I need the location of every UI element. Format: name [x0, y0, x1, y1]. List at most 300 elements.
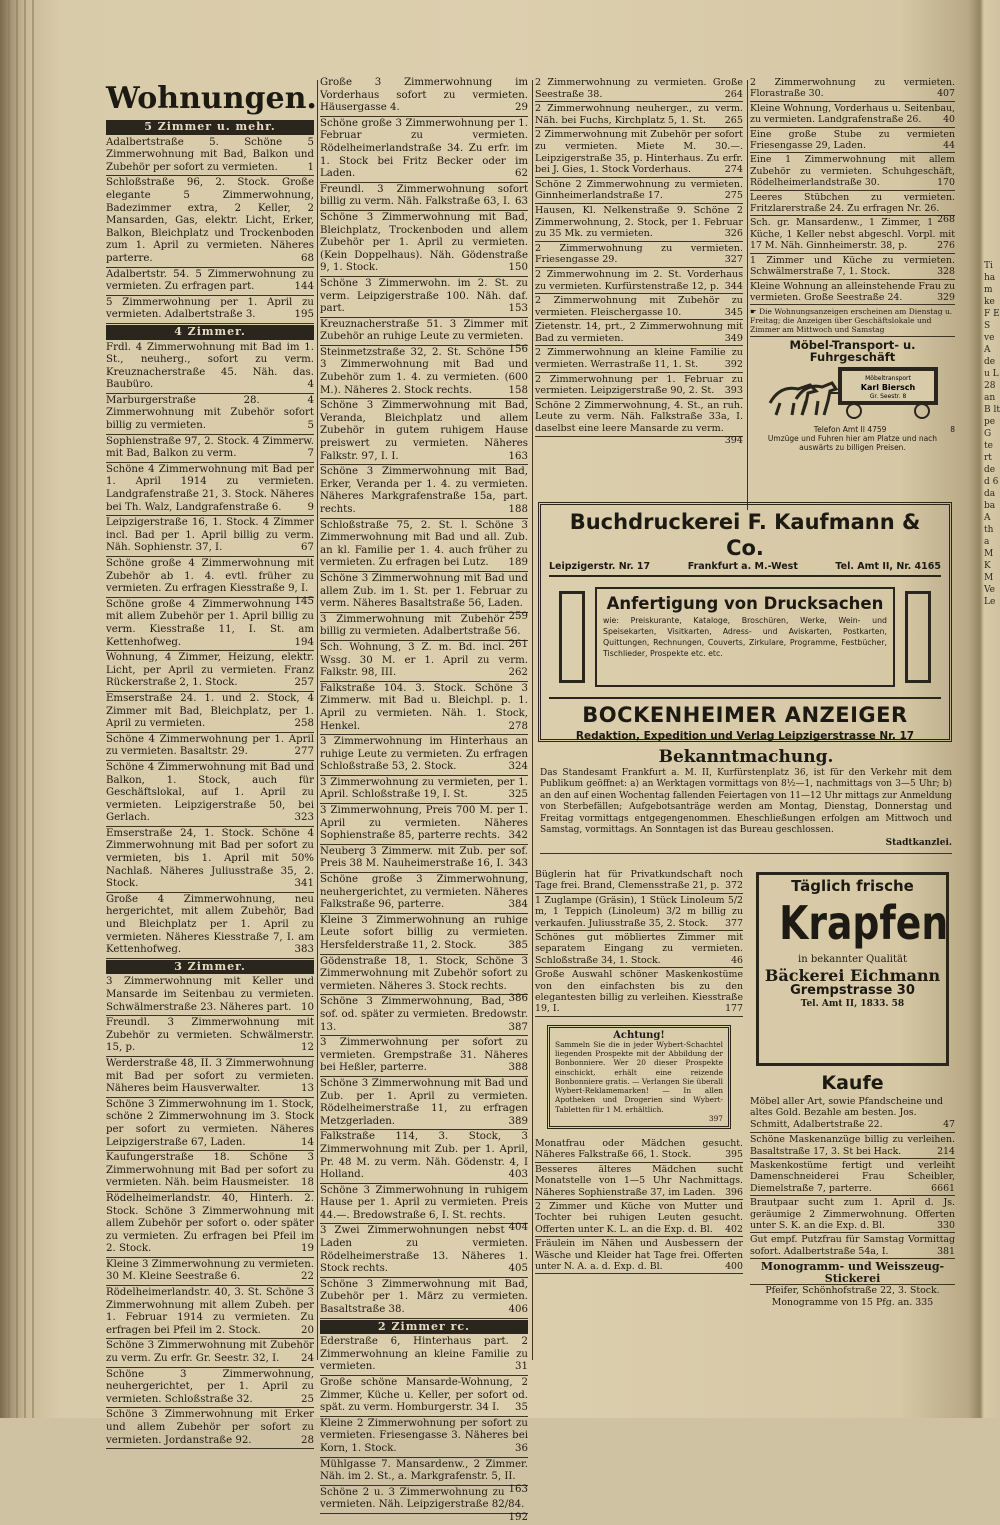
ad-text: Kreuznacherstraße 51. 3 Zimmer mit Zubehör an ruhige Leute zu vermieten. — [320, 318, 528, 343]
ad-number: 29 — [515, 102, 528, 114]
ad-text: Schöne 4 Zimmerwohnung mit Bad per 1. April 1914 zu vermieten. Landgrafenstraße 21, 3. Stock. Näheres bei Th. Walz, Landgrafenstraße 6. — [106, 463, 314, 513]
ad-text: Eine 1 Zimmerwohnung mit allem Zubehör zu vermieten. Schuhgeschäft, Rödelheimerlandstraße 30. — [750, 154, 955, 189]
printer-headline: Anfertigung von Drucksachen — [606, 594, 884, 613]
classified-ad — [106, 394, 314, 435]
section-bar: 5 Zimmer u. mehr. — [106, 120, 314, 135]
ad-number: 275 — [724, 190, 743, 202]
classified-ad — [106, 435, 314, 463]
ad-text: Emserstraße 24. 1. und 2. Stock, 4 Zimmer mit Bad, Bleichplatz, per 1. April zu vermieten. — [106, 692, 314, 730]
column-2 — [320, 76, 528, 1525]
ad-number: 14 — [301, 1136, 314, 1148]
ad-number: 153 — [508, 303, 528, 315]
classified-ad — [535, 294, 743, 320]
ad-number: 35 — [515, 1402, 528, 1414]
ad-list — [750, 1133, 955, 1259]
page-edge — [24, 0, 26, 1418]
classified-ad — [320, 776, 528, 804]
ad-text: 3 Zimmerwohnung per sofort zu vermieten. Grempstraße 31. Näheres bei Heßler, parterre. — [320, 1037, 528, 1074]
classified-ad — [320, 76, 528, 117]
ad-text: 2 Zimmerwohnung per 1. Februar zu vermieten. Leipzigerstraße 90, 2. St. — [535, 373, 743, 397]
ad-number: 188 — [508, 504, 528, 515]
ad-text: Schöne 3 Zimmerwohnung mit Bad und Zub. per 1. April zu vermieten. Rödelheimerstraße 11, zu erfragen Metzgerladen. — [320, 1077, 528, 1127]
ad-text: 5 Zimmerwohnung per 1. April zu vermieten. Adalbertstraße 3. — [106, 296, 314, 321]
ad-text: Schöne große 3 Zimmerwohnung per 1. Februar zu vermieten. Rödelheimerlandstraße 34. Zu erfr. im 1. Stock bei Fritz Becker oder im Laden. — [320, 117, 528, 180]
paper-block — [549, 697, 941, 742]
ad-number: 194 — [294, 636, 314, 648]
ad-number: 44 — [943, 140, 955, 152]
ad-text: Fräulein im Nähen und Ausbessern der Wäsche und Kleider hat Tage frei. Offerten unter N. A. a. d. Exp. d. Bl. — [535, 1238, 743, 1272]
ad-number: 389 — [508, 1115, 528, 1127]
classified-ad — [106, 516, 314, 557]
ad-number: 341 — [294, 878, 314, 890]
ad-text: Schöne 4 Zimmerwohnung mit Bad und Balkon, 1. Stock, auch für Geschäftslokal, auf 1. April zu vermieten. Leipzigerstraße 50, bei Gerlach. — [106, 761, 314, 824]
ad-text: Besseres älteres Mädchen sucht Monatstelle von 1—5 Uhr Nachmittags. Näheres Sophienstraße 37, im Laden. — [535, 1163, 743, 1198]
classified-ad — [106, 651, 314, 692]
ad-text: Rödelheimerlandstr. 40, 3. St. Schöne 3 Zimmerwohnung mit allem Zubeh. per 1. Februar 1914 zu vermieten. Zu erfragen bei Pfeil im 2. Stock. — [106, 1287, 314, 1336]
ad-text: 2 Zimmerwohnung im 2. St. Vorderhaus zu vermieten. Kurfürstenstraße 12, p. — [535, 268, 743, 292]
ad-number: 325 — [508, 789, 528, 801]
ad-text: Werderstraße 48, II. 3 Zimmerwohnung mit Bad per sofort zu vermieten. Näheres beim Hausverwalter. — [106, 1057, 314, 1095]
ad-number: 277 — [294, 746, 314, 758]
classified-ad — [106, 341, 314, 394]
ad-number: 327 — [724, 254, 743, 266]
ad-list — [106, 136, 314, 324]
ad-number: 407 — [937, 88, 955, 100]
frame-bracket — [559, 591, 585, 683]
classified-ad — [750, 1196, 955, 1233]
ad-text: Schöne Maskenanzüge billig zu verleihen. Basaltstraße 17, 3. St bei Hack. — [750, 1134, 955, 1157]
ad-number: 377 — [725, 917, 743, 929]
ad-text: Freundl. 3 Zimmerwohnung sofort billig zu verm. Näh. Falkstraße 63, I. — [320, 183, 528, 208]
ad-number: 396 — [725, 1186, 743, 1198]
ad-text: 2 Zimmerwohnung an kleine Familie zu vermieten. Werrastraße 11, 1. St. — [535, 347, 743, 371]
classified-ad — [320, 117, 528, 183]
ad-number: 20 — [301, 1324, 314, 1336]
ad-number: 328 — [937, 266, 955, 278]
classified-ad — [106, 595, 314, 651]
ad-number: 13 — [301, 1083, 314, 1095]
ad-number: 342 — [508, 830, 528, 842]
ad-text: Falkstraße 114, 3. Stock, 3 Zimmerwohnung mit Zub. per 1. April, Pr. 48 M. zu verm. Näh. Gödenstr. 4, I Holland. — [320, 1131, 528, 1181]
mono-ad: Monogramm- und Weisszeug-Stickerei Pfeifer, Schönhofstraße 22, 3. Stock. Monogramme von 15 Pfg. an. 335 — [750, 1259, 955, 1308]
ad-list — [106, 341, 314, 959]
ad-text: Schönes gut möbliertes Zimmer mit separatem Eingang zu vermieten. Schloßstraße 34, 1. Stock. — [535, 932, 743, 966]
ad-text: Schöne 3 Zimmerwohnung mit Erker und allem Zubehör per sofort zu vermieten. Jordanstraße 92. — [106, 1409, 314, 1446]
classified-ad — [106, 176, 314, 267]
classified-ad — [320, 519, 528, 572]
ad-text: 2 Zimmerwohnung mit Zubehör zu vermieten. Fleischergasse 10. — [535, 295, 743, 318]
classified-ad — [320, 343, 528, 399]
ad-number: 329 — [937, 291, 955, 303]
classified-ad — [535, 178, 743, 204]
ad-number: 144 — [294, 281, 314, 293]
wagon-line1: Möbeltransport — [865, 375, 911, 383]
notice-sign: Stadtkanzlei. — [885, 838, 952, 849]
classified-ad — [320, 1458, 528, 1495]
ad-text: Schöne 3 Zimmerwohnung mit Bad, Bleichplatz, Trockenboden und allem Zubehör per 1. April zu vermieten. (Kein Doppelhaus). Näh. Gödenstraße 9, 1. Stock. — [320, 211, 528, 274]
ad-number: 5 — [307, 420, 314, 432]
ad-text: Kleine Wohnung an alleinstehende Frau zu vermieten. Große Seestraße 24. — [750, 280, 955, 303]
ad-number: 372 — [725, 880, 743, 892]
ad-text: 3 Zimmerwohnung im Hinterhaus an ruhige Leute zu vermieten. Zu erfragen Schloßstraße 53, 2. Stock. — [320, 736, 528, 773]
ad-number: 214 — [937, 1145, 955, 1157]
ad-text: 2 Zimmerwohnung neuherger., zu verm. Näh. bei Fuchs, Kirchplatz 5, 1. St. — [535, 103, 743, 126]
ad-number: 40 — [943, 114, 955, 126]
classified-ad — [106, 1368, 314, 1409]
ad-number: 189 — [508, 557, 528, 569]
ad-text: Schöne 2 u. 3 Zimmerwohnung zu vermieten. Näh. Leipzigerstraße 82/84. — [320, 1486, 525, 1511]
ad-number: 19 — [301, 1243, 314, 1255]
classified-ad — [320, 183, 528, 211]
classified-ad — [535, 320, 743, 346]
classified-ad — [106, 761, 314, 827]
ad-list — [106, 975, 314, 1449]
ad-text: Schöne große 4 Zimmerwohnung mit Zubehör ab 1. 4. evtl. früher zu vermieten. Zu erfragen Kiesstraße 9, I. — [106, 558, 314, 595]
ad-text: Schöne 3 Zimmerwohnung mit Bad, Zubehör per 1. März zu vermieten. Basaltstraße 38. — [320, 1278, 528, 1316]
classified-ad — [106, 557, 314, 607]
ad-number: 1 — [307, 161, 314, 173]
ad-number: 349 — [724, 332, 743, 344]
achtung-title: Achtung! — [613, 1029, 665, 1041]
classified-ad — [320, 682, 528, 735]
ad-number: 12 — [301, 1042, 314, 1054]
paper-name: BOCKENHEIMER ANZEIGER — [582, 703, 908, 727]
ad-list — [535, 76, 743, 446]
ad-text: Schöne 2 Zimmerwohnung zu vermieten. Ginnheimerlandstraße 17. — [535, 178, 743, 202]
ad-text: Wohnung, 4 Zimmer, Heizung, elektr. Licht, per April zu vermieten. Franz Rückerstraße 2, 1. Stock. — [106, 652, 314, 689]
ad-text: Kleine 3 Zimmerwohnung zu vermieten. 30 M. Kleine Seestraße 6. — [106, 1258, 314, 1283]
ad-number: 158 — [508, 384, 528, 396]
classified-ad — [535, 1237, 743, 1274]
classified-ad — [750, 153, 955, 190]
column-3 — [535, 76, 743, 446]
ad-text: Brautpaar sucht zum 1. April d. Js. geräumige 2 Zimmerwohnung. Offerten unter S. K. an die Exp. d. Bl. — [750, 1197, 955, 1232]
classified-ad — [535, 894, 743, 931]
ad-number: 323 — [294, 812, 314, 824]
ad-text: Schöne 3 Zimmerwohn. im 2. St. zu verm. Leipzigerstraße 100. Näh. daf. part. — [320, 277, 528, 315]
classified-ad — [535, 373, 743, 399]
ad-number: 384 — [508, 899, 528, 911]
ad-number: 330 — [937, 1220, 955, 1232]
classified-ad — [320, 804, 528, 845]
ad-number: 24 — [301, 1353, 314, 1365]
classified-ad — [320, 211, 528, 277]
classified-ad — [106, 1016, 314, 1057]
classified-ad — [320, 399, 528, 465]
classified-ad — [106, 1098, 314, 1151]
page-edge — [32, 0, 34, 1418]
ad-text: Sophienstraße 97, 2. Stock. 4 Zimmerw. mit Bad, Balkon zu verm. — [106, 435, 314, 460]
classified-ad — [106, 1286, 314, 1339]
ad-text: Schöne 3 Zimmerwohnung in ruhigem Hause per 1. April zu vermieten. Preis 44.—. Bredowstraße 6, I. St. rechts. — [320, 1184, 528, 1221]
ad-text: Adalbertstr. 54. 5 Zimmerwohnung zu vermieten. Zu erfragen part. — [106, 268, 314, 293]
classified-ad — [535, 76, 743, 102]
classified-ad — [106, 1192, 314, 1258]
classified-ad — [535, 102, 743, 128]
krapfen-ad: Täglich frische Krapfen in bekannter Qualität Bäckerei Eichmann Grempstrasse 30 Tel. Amt II, 1833. 58 — [756, 872, 949, 1066]
printer-list: wie: Preiskurante, Kataloge, Broschüren, Werke, Wein- und Speisekarten, Visitkarten, Adress- und Aviskarten, Postkarten, Quittungen, Rechnungen, Couverts, Zirkulare, Programme, Festbücher, Tischlieder, Prospekte etc. etc. — [603, 616, 887, 658]
classified-ad — [320, 1184, 528, 1234]
classified-ad — [535, 1200, 743, 1237]
classified-ad — [320, 610, 528, 650]
ad-number: 259 — [508, 610, 528, 622]
ad-number: 25 — [301, 1393, 314, 1405]
ad-number: 195 — [294, 309, 314, 321]
classified-ad — [320, 1376, 528, 1417]
ad-text: Maskenkostüme fertigt und verleiht Damenschneiderei Frau Scheibler, Diemelstraße 7, parterre. — [750, 1160, 955, 1194]
classified-ad — [106, 296, 314, 324]
ad-number: 257 — [294, 677, 314, 689]
ad-number: 62 — [515, 168, 528, 180]
column-4-bottom — [750, 868, 955, 1308]
printer-name: Buchdruckerei F. Kaufmann & Co. — [569, 510, 921, 560]
notice-title: Bekanntmachung. — [658, 747, 834, 767]
section-bar: 2 Zimmer rc. — [320, 1320, 528, 1335]
ad-number: 268 — [937, 214, 955, 226]
ad-text: Zietenstr. 14, prt., 2 Zimmerwohnung mit Bad zu vermieten. — [535, 321, 743, 344]
transport-info: Telefon Amt II 4759 8 Umzüge und Fuhren hier am Platze und nach auswärts zu billigen Preisen. — [767, 424, 955, 452]
classified-ad — [320, 1278, 528, 1319]
ad-list — [535, 1137, 743, 1274]
classified-ad — [106, 893, 314, 959]
printer-ad — [538, 502, 952, 742]
ad-number: 6661 — [931, 1182, 955, 1194]
ad-text: Frdl. 4 Zimmerwohnung mit Bad im 1. St., neuherg., sofort zu verm. Kreuznacherstraße 45. Näh. das. Baubüro. — [106, 341, 314, 391]
ad-text: Gut empf. Putzfrau für Samstag Vormittag sofort. Adalbertstraße 54a, I. — [750, 1234, 955, 1257]
ad-text: Leipzigerstraße 16, 1. Stock. 4 Zimmer incl. Bad per 1. April billig zu verm. Näh. Sophienstr. 37, I. — [106, 517, 314, 554]
ad-text: Büglerin hat für Privatkundschaft noch Tage frei. Brand, Clemensstraße 21, p. — [535, 869, 743, 892]
classified-ad — [106, 733, 314, 761]
ad-text: 1 Zuglampe (Gräsin), 1 Stück Linoleum 5/2 m, 1 Teppich (Linoleum) 3/2 m billig zu verkaufen. Juliusstraße 35, 2. Stock. — [535, 894, 743, 929]
ad-list — [535, 868, 743, 1017]
ad-number: 163 — [508, 1483, 528, 1495]
ad-text: Schloßstraße 96, 2. Stock. Große elegante 5 Zimmerwohnung, Badezimmer extra, 2 Keller, 2 Mansarden, Gas, elektr. Licht, Erker, Balkon, Bleichplatz und Trockenboden zum 1. April zu vermieten. Näheres parterre. — [106, 177, 314, 264]
ad-text: Kleine 3 Zimmerwohnung an ruhige Leute sofort billig zu vermieten. Hersfelderstraße 11, 2. Stock. — [320, 914, 528, 951]
ad-list — [320, 1335, 528, 1523]
ad-text: Neuberg 3 Zimmerw. mit Zub. per sof. Preis 38 M. Nauheimerstraße 16, I. — [320, 845, 528, 870]
ad-text: Emserstraße 24, 1. Stock. Schöne 4 Zimmerwohnung mit Bad per sofort zu vermieten, bis 1. April mit 50% Nachlaß. Näheres Juliusstraße 35, 2. Stock. — [106, 827, 314, 890]
column-4 — [750, 76, 955, 452]
ad-number: 150 — [508, 262, 528, 274]
ad-text: 3 Zimmerwohnung, Preis 700 M. per 1. April zu vermieten. Näheres Sophienstraße 85, parterre rechts. — [320, 805, 528, 842]
classified-ad — [320, 638, 528, 682]
wagon-line3: Gr. Seestr. 8 — [869, 393, 907, 401]
classified-ad — [535, 968, 743, 1017]
adjacent-page-fragment: Ti ha m ke F E S ve A de u L 28 an B lt pe G te rt de d 6 da ba A th a M K M Ve Le — [984, 261, 1000, 607]
ad-text: Kleine Wohnung, Vorderhaus u. Seitenbau, zu vermieten. Landgrafenstraße 26. — [750, 102, 955, 126]
column-rule — [747, 80, 748, 510]
ad-number: 7 — [307, 448, 314, 460]
classified-ad — [106, 1408, 314, 1449]
ad-number: 400 — [725, 1260, 743, 1272]
page-edge — [8, 0, 10, 1418]
classified-ad — [320, 1483, 528, 1523]
printer-address: Leipzigerstr. Nr. 17 Frankfurt a. M.-West Tel. Amt II, Nr. 4165 — [549, 561, 941, 577]
section-bar: 3 Zimmer. — [106, 960, 314, 975]
ad-text: Große schöne Mansarde-Wohnung, 2 Zimmer, Küche u. Keller, per sofort od. spät. zu verm. Homburgerstr. 34 I. — [320, 1377, 528, 1414]
column-1 — [106, 76, 317, 1449]
classified-ad — [535, 399, 743, 446]
transport-title: Möbel-Transport- u. Fuhrgeschäft — [789, 338, 916, 364]
ad-text: Mühlgasse 7. Mansardenw., 2 Zimmer. Näh. im 2. St., a. Markgrafenstr. 5, II. — [320, 1458, 528, 1483]
ad-text: Schöne 4 Zimmerwohnung per 1. April zu vermieten. Basaltstr. 29. — [106, 733, 314, 758]
classified-ad — [320, 1335, 528, 1376]
ad-number: 403 — [508, 1169, 528, 1181]
classified-ad — [750, 254, 955, 280]
classified-ad — [106, 1339, 314, 1367]
ad-number: 31 — [515, 1361, 528, 1373]
ad-number: 68 — [301, 252, 314, 264]
ad-text: Adalbertstraße 5. Schöne 5 Zimmerwohnung mit Bad, Balkon und Zubehör per sofort zu vermieten. — [106, 136, 314, 173]
ad-number: 404 — [508, 1222, 528, 1234]
ad-text: Schöne große 3 Zimmerwohnung, neuhergerichtet, zu vermieten. Näheres Falkstraße 96, parterre. — [320, 874, 528, 911]
ad-number: 265 — [724, 114, 743, 126]
ad-number: 261 — [508, 638, 528, 650]
ad-text: Schöne 3 Zimmerwohnung mit Zubehör zu verm. Zu erfr. Gr. Seestr. 32, I. — [106, 1340, 314, 1365]
ad-number: 145 — [294, 595, 314, 607]
ad-number: 28 — [301, 1434, 314, 1446]
classified-ad — [106, 268, 314, 296]
paper-sub: Redaktion, Expedition und Verlag Leipzigerstrasse Nr. 17 — [575, 730, 915, 742]
classified-ad — [535, 268, 743, 294]
ad-text: 3 Zwei Zimmerwohnungen nebst Laden zu vermieten. Rödelheimerstraße 13. Näheres 1. Stock rechts. — [320, 1225, 528, 1275]
ad-text: Große 3 Zimmerwohnung im Vorderhaus sofort zu vermieten. Häusergasse 4. — [320, 77, 528, 114]
ad-number: 22 — [301, 1271, 314, 1283]
section-title: Wohnungen. — [106, 81, 317, 116]
ad-number: 278 — [508, 720, 528, 732]
ad-number: 345 — [724, 306, 743, 318]
classified-ad — [320, 1077, 528, 1130]
ad-text: Steinmetzstraße 32, 2. St. Schöne 3 Zimmerwohnung mit Bad und Zubehör zum 1. 4. zu vermieten. (600 M.). Näheres 2. Stock rechts. — [320, 346, 528, 396]
ad-number: 388 — [508, 1062, 528, 1074]
ad-text: Schöne große 4 Zimmerwohnung mit allem Zubehör per 1. April billig zu verm. Kiesstraße 11, I. St. am Kettenhofweg. — [106, 598, 314, 648]
ad-text: Schöne 3 Zimmerwohnung, Bad, sof. od. später zu vermieten. Bredowstr. 13. — [320, 996, 528, 1033]
ad-number: 393 — [724, 385, 743, 397]
wagon-line2: Karl Biersch — [860, 383, 916, 393]
ad-number: 264 — [724, 88, 743, 100]
ad-number: 394 — [724, 434, 743, 446]
classified-ad — [750, 1133, 955, 1159]
ad-text: 2 Zimmerwohnung zu vermieten. Florastraße 30. — [750, 77, 955, 100]
ad-text: Hausen, Kl. Nelkenstraße 9. Schöne 2 Zimmerwohnung, 2. Stock, per 1. Februar zu 35 Mk. zu vermieten. — [535, 204, 743, 240]
notice-small: ☛ Die Wohnungsanzeigen erscheinen am Dienstag u. Freitag; die Anzeigen über Geschäftslokale und Zimmer am Mittwoch und Samstag — [750, 305, 955, 337]
classified-ad — [320, 845, 528, 873]
ad-text: Schöne 3 Zimmerwohnung mit Bad, Erker, Veranda per 1. 4. zu vermieten. Näheres Markgrafenstraße 15a, part. rechts. — [320, 466, 528, 515]
ad-text: Eine große Stube zu vermieten Friesengasse 29, Laden. — [750, 128, 955, 152]
classified-ad — [320, 1417, 528, 1458]
classified-ad — [106, 692, 314, 733]
ad-number: 67 — [301, 542, 314, 554]
ad-number: 387 — [508, 1021, 528, 1033]
classified-ad — [320, 873, 528, 914]
ad-text: 2 Zimmer und Küche von Mutter und Tochter bei ruhigen Leuten gesucht. Offerten unter K. L. an die Exp. d. Bl. — [535, 1200, 743, 1235]
ad-text: 2 Zimmerwohnung zu vermieten. Friesengasse 29. — [535, 242, 743, 266]
ad-text: Schöne 3 Zimmerwohnung, neuhergerichtet, per 1. April zu vermieten. Schloßstraße 32. — [106, 1368, 314, 1405]
classified-ad — [320, 735, 528, 776]
ad-text: Leeres Stübchen zu vermieten. Fritzlarerstraße 24. Zu erfragen Nr. 26. — [750, 191, 955, 215]
ad-text: Kleine 2 Zimmerwohnung per sofort zu vermieten. Friesengasse 3. Näheres bei Korn, 1. Stock. — [320, 1417, 528, 1454]
classified-ad — [106, 1151, 314, 1192]
classified-ad — [750, 76, 955, 102]
horse-wagon-icon — [750, 363, 955, 421]
ad-text: Große Auswahl schöner Maskenkostüme von den einfachsten bis zu den elegantesten billig zu verleihen. Kiesstraße 19, I. — [535, 969, 743, 1015]
ad-number: 274 — [724, 164, 743, 176]
classified-ad — [535, 868, 743, 894]
classified-ad — [535, 204, 743, 242]
ad-number: 262 — [508, 667, 528, 679]
ad-number: 326 — [724, 228, 743, 240]
ad-number: 383 — [294, 944, 314, 956]
classified-ad — [750, 280, 955, 306]
ad-text: Schöne 3 Zimmerwohnung mit Bad, Veranda, Bleichplatz und allem Zubehör in gutem ruhigem Hause preiswert zu vermieten. Näheres Falkstr. 97, I. I. — [320, 400, 528, 462]
classified-ad — [750, 102, 955, 128]
ad-number: 406 — [508, 1304, 528, 1316]
classified-ad — [535, 242, 743, 268]
column-3-bottom — [535, 868, 743, 1274]
classified-ad — [535, 346, 743, 372]
column-rule — [317, 80, 318, 1360]
ad-number: 343 — [508, 858, 528, 870]
classified-ad — [750, 128, 955, 154]
classified-ad — [320, 1130, 528, 1183]
ad-text: 1 Zimmer und Küche zu vermieten. Schwälmerstraße 7, 1. Stock. — [750, 254, 955, 278]
ad-text: Rödelheimerlandstr. 40, Hinterh. 2. Stock. Schöne 3 Zimmerwohnung mit allem Zubehör per sofort o. oder später zu vermieten. Zu erfragen bei Pfeil im 2. Stock. — [106, 1192, 314, 1255]
notice-body: Das Standesamt Frankfurt a. M. II, Kurfürstenplatz 36, ist für den Verkehr mit dem Publikum geöffnet: a) an Werktagen vormittags von 8½—1, nachmittags von 3—5 Uhr; b) an den auf einen Wochentag fallenden Feiertagen von 11—12 Uhr mittags zur Anmeldung von Sterbefällen; Aufgebotsanträge werden am Montag, Dienstag, Donnerstag und Freitag vormittags entgegengenommen. Eheschließungen erfolgen am Mittwoch und Samstag, vormittags. An Sonntagen ist das Bureau geschlossen. — [540, 768, 952, 836]
classified-ad — [320, 277, 528, 318]
ad-number: 36 — [515, 1442, 528, 1454]
classified-ad — [320, 465, 528, 518]
ad-text: 3 Zimmerwohnung mit Zubehör billig zu vermieten. Adalbertstraße 56. — [320, 613, 521, 638]
ad-text: Schöne 3 Zimmerwohnung mit Bad und allem Zub. im 1. St. per 1. Februar zu verm. Näheres Basaltstraße 56, Laden. — [320, 572, 528, 610]
ad-list — [320, 76, 528, 1319]
column-rule — [532, 80, 533, 1360]
classified-ad — [750, 1233, 955, 1259]
ad-text: Große 4 Zimmerwohnung, neu hergerichtet, mit allem Zubehör, Bad und Bleichplatz per 1. April zu vermieten. Näheres Kiesstraße 7, I. am Kettenhofweg. — [106, 893, 314, 956]
ad-number: 192 — [508, 1511, 528, 1523]
classified-ad — [535, 931, 743, 968]
ad-number: 163 — [508, 450, 528, 462]
ad-text: Schöne 2 Zimmerwohnung, 4. St., an ruh. Leute zu verm. Näh. Falkstraße 33a, I. daselbst eine leere Mansarde zu verm. — [535, 399, 743, 435]
ad-number: 170 — [937, 177, 955, 189]
ad-text: 3 Zimmerwohnung zu vermieten, per 1. April. Schloßstraße 19, I. St. — [320, 776, 528, 801]
classified-ad — [320, 955, 528, 1005]
ad-text: Schloßstraße 75, 2. St. l. Schöne 3 Zimmerwohnung mit Bad und all. Zub. an kl. Familie per 1. 4. auch früher zu vermieten. Zu erfragen bei Lutz. — [320, 519, 528, 569]
classified-ad — [320, 572, 528, 622]
ad-number: 10 — [301, 1001, 314, 1013]
ad-text: 2 Zimmerwohnung mit Zubehör per sofort zu vermieten. Miete M. 30.—. Leipzigerstraße 35, p. Hinterhaus. Zu erfr. bei J. Gies, 1. Stock Vorderhaus. — [535, 129, 743, 176]
page-edge — [16, 0, 18, 1418]
ad-text: Sch. Wohnung, 3 Z. m. Bd. incl. Wssg. 30 M. er 1. April zu verm. Falkstr. 98, III. — [320, 641, 528, 679]
classified-ad — [320, 914, 528, 955]
official-notice — [540, 746, 952, 854]
classified-ad — [106, 463, 314, 516]
ad-text: Schöne 3 Zimmerwohnung im 1. Stock, schöne 2 Zimmerwohnung im 3. Stock per sofort zu vermieten. Näheres Leipzigerstraße 67, Laden. — [106, 1098, 314, 1148]
ad-number: 344 — [724, 280, 743, 292]
classified-ad — [320, 995, 528, 1036]
ad-number: 258 — [294, 718, 314, 730]
ad-number: 385 — [508, 940, 528, 951]
ad-text: Marburgerstraße 28. 4 Zimmerwohnung mit Zubehör sofort billig zu vermieten. — [106, 394, 314, 432]
classified-ad — [106, 1258, 314, 1286]
classified-ad — [535, 128, 743, 177]
ad-number: 395 — [725, 1149, 743, 1161]
ad-number: 18 — [301, 1177, 314, 1189]
ad-text: Freundl. 3 Zimmerwohnung mit Zubehör zu vermieten. Schwälmerstr. 15, p. — [106, 1017, 314, 1054]
ad-text: Falkstraße 104. 3. Stock. Schöne 3 Zimmerw. mit Bad u. Bleichpl. p. 1. April zu vermieten. Näh. 1. Stock, Henkel. — [320, 682, 528, 732]
ad-number: 63 — [515, 196, 528, 208]
ad-number: 324 — [508, 761, 528, 773]
printer-middle — [549, 583, 941, 691]
